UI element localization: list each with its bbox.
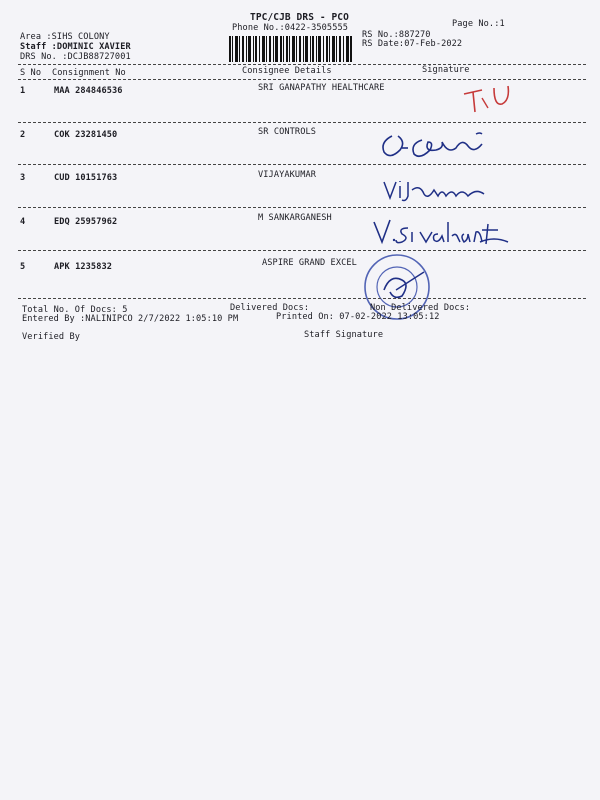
red-mark-icon: [460, 84, 516, 114]
row-4-signature: [368, 214, 516, 254]
verified-by: Verified By: [22, 332, 81, 342]
page-number: Page No.:1: [452, 19, 505, 29]
printed-on: Printed On: 07-02-2022 13:05:12: [276, 312, 440, 322]
row-4-sno: 4: [20, 217, 26, 227]
total-docs: Total No. Of Docs: 5: [22, 305, 128, 315]
row-1-consignee: SRI GANAPATHY HEALTHCARE: [258, 83, 385, 93]
row-5-consignee: ASPIRE GRAND EXCEL: [262, 258, 357, 268]
row-3-divider: [18, 207, 586, 208]
phone-number: Phone No.:0422-3505555: [232, 23, 349, 33]
entered-by: Entered By :NALINIPCO 2/7/2022 1:05:10 PM: [22, 314, 239, 324]
row-1-handwritten-mark: [460, 84, 516, 118]
row-4-divider: [18, 250, 586, 251]
doc-title: TPC/CJB DRS - PCO: [250, 12, 349, 23]
row-4-consignment: EDQ 25957962: [54, 217, 118, 227]
row-1-consignment: MAA 284846536: [54, 86, 123, 96]
row-5-sno: 5: [20, 262, 26, 272]
drs-number: DRS No. :DCJB88727001: [20, 52, 131, 62]
rs-date: RS Date:07-Feb-2022: [362, 39, 463, 49]
row-2-divider: [18, 164, 586, 165]
col-consignment: Consignment No: [52, 68, 126, 78]
row-4-consignee: M SANKARGANESH: [258, 213, 332, 223]
header-rule-top: [18, 64, 586, 65]
row-3-consignee: VIJAYAKUMAR: [258, 170, 317, 180]
non-delivered-docs: Non Delivered Docs:: [370, 303, 471, 313]
signature-icon: [378, 128, 496, 164]
col-consignee: Consignee Details: [242, 66, 332, 76]
col-sno: S No: [20, 68, 42, 78]
area-label: Area :SIHS COLONY: [20, 32, 110, 42]
row-2-consignment: COK 23281450: [54, 130, 118, 140]
row-1-sno: 1: [20, 86, 26, 96]
row-5-consignment: APK 1235832: [54, 262, 113, 272]
row-5-divider: [18, 298, 586, 299]
delivered-docs: Delivered Docs:: [230, 303, 310, 313]
col-signature: Signature: [422, 65, 470, 75]
row-3-consignment: CUD 10151763: [54, 173, 118, 183]
staff-signature-label: Staff Signature: [304, 330, 384, 340]
row-1-divider: [18, 122, 586, 123]
row-3-sno: 3: [20, 173, 26, 183]
barcode-image: [229, 36, 353, 62]
row-3-signature: [380, 176, 498, 208]
staff-label: Staff :DOMINIC XAVIER: [20, 42, 131, 52]
row-2-sno: 2: [20, 130, 26, 140]
header-rule-bottom: [18, 79, 586, 80]
rs-number: RS No.:887270: [362, 30, 431, 40]
signature-icon: [368, 214, 516, 250]
row-2-consignee: SR CONTROLS: [258, 127, 317, 137]
signature-icon: [380, 176, 498, 204]
row-2-signature: [378, 128, 496, 168]
